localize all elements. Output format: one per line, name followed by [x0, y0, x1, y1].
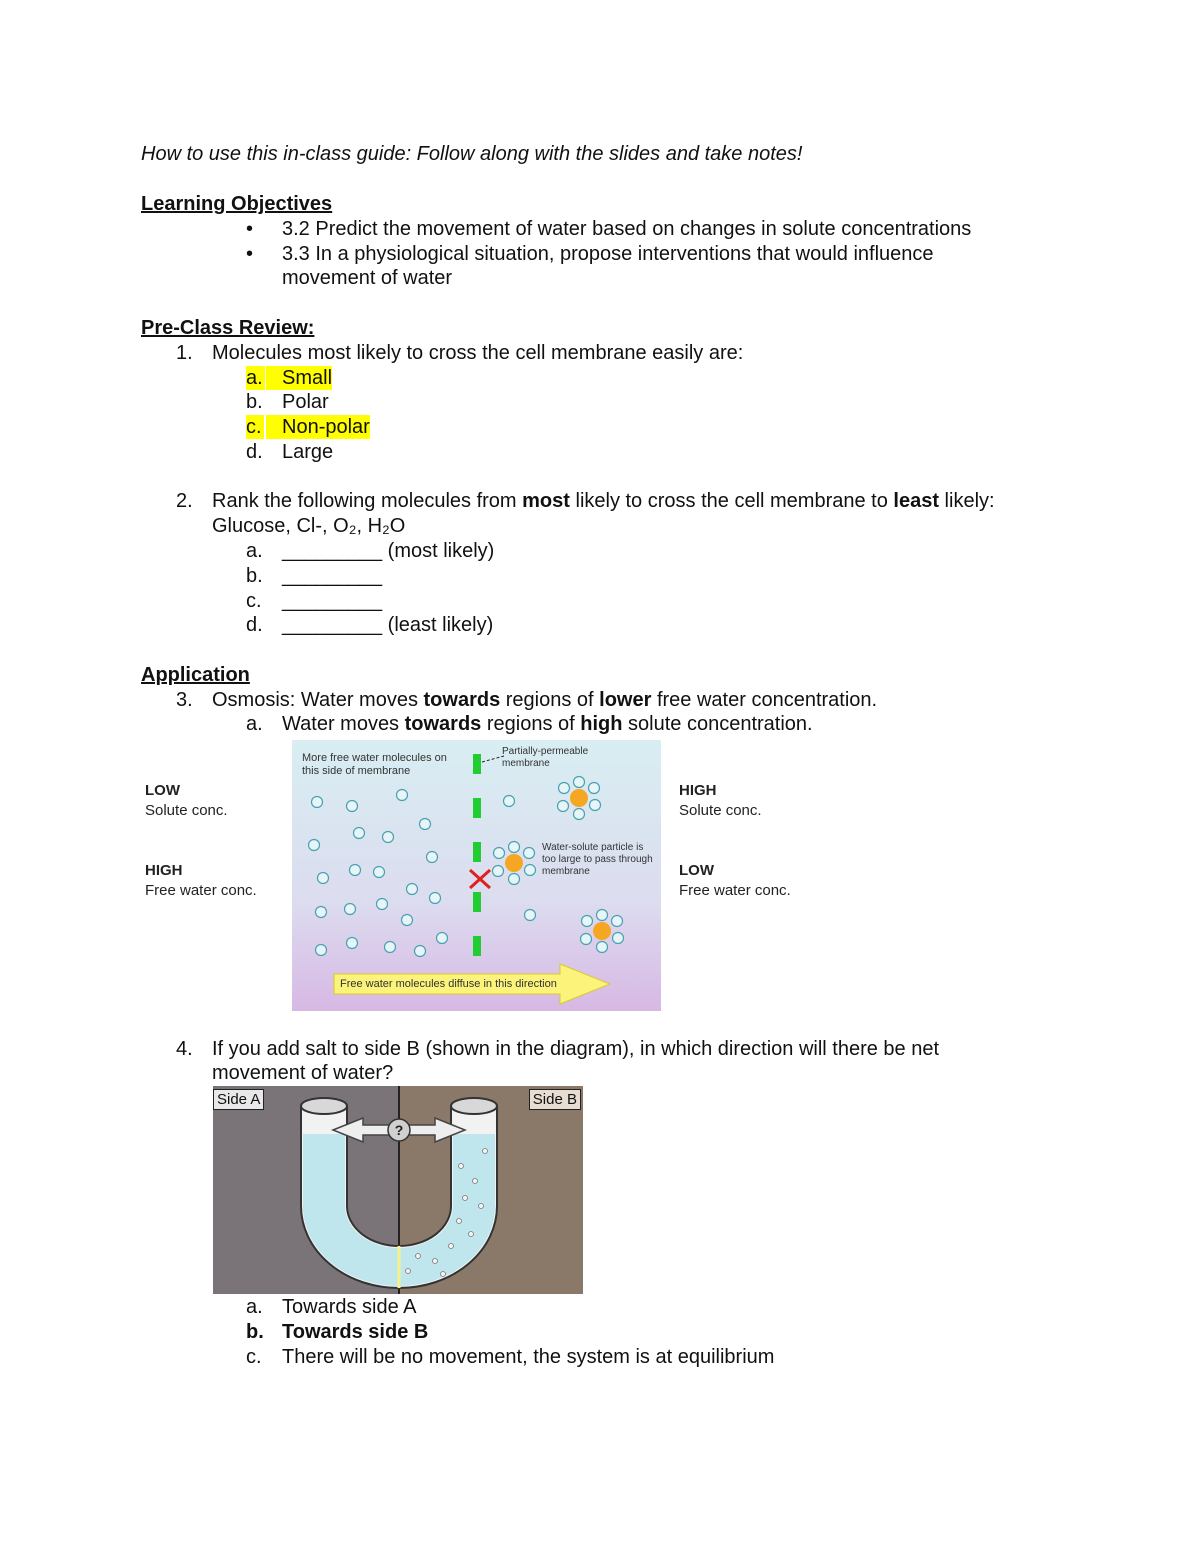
question-mark: ? [394, 1122, 404, 1138]
objectives-heading: Learning Objectives [141, 193, 333, 215]
solute-too-large-label: Water-solute particle is too large to pass through membrane [542, 842, 653, 877]
question-number: 2. [176, 490, 193, 512]
question-number: 1. [176, 342, 193, 364]
intro-text: How to use this in-class guide: Follow along with the slides and take notes! [141, 143, 803, 165]
rank-blank: _________ (least likely) [282, 614, 494, 636]
question-1-text: Molecules most likely to cross the cell membrane easily are: [212, 342, 744, 364]
review-heading: Pre-Class Review: [141, 317, 315, 339]
question-number: 4. [176, 1038, 193, 1060]
option-small: Small [266, 366, 332, 390]
option-letter: a. [246, 713, 263, 735]
fig1-left-top-label: LOW Solute conc. [145, 782, 228, 819]
option-non-polar: Non-polar [266, 415, 370, 439]
free-water-label: More free water molecules on this side of membrane [302, 752, 447, 777]
option-large: Large [282, 441, 334, 463]
objective-item-cont: movement of water [282, 267, 453, 289]
option-letter: c. [246, 416, 262, 438]
option-letter: c. [246, 590, 262, 612]
fig1-right-top-label: HIGH Solute conc. [679, 782, 762, 819]
objective-item: 3.3 In a physiological situation, propose interventions that would influence [282, 243, 934, 265]
option-letter: a. [246, 367, 263, 389]
bullet: • [246, 218, 254, 240]
side-b-label: Side B [529, 1089, 581, 1110]
fig1-left-bottom-label: HIGH Free water conc. [145, 862, 257, 899]
question-3-text: Osmosis: Water moves towards regions of lower free water concentration. [212, 689, 878, 711]
diffusion-arrow-label: Free water molecules diffuse in this direction [340, 978, 557, 990]
membrane-label: Partially-permeable membrane [502, 746, 589, 769]
option-equilibrium: There will be no movement, the system is at equilibrium [282, 1346, 775, 1368]
rank-blank: _________ [282, 565, 383, 587]
molecule-list: Glucose, Cl-, O₂, H₂O [212, 515, 406, 537]
question-4-text-cont: movement of water? [212, 1062, 394, 1084]
option-towards-b: Towards side B [282, 1321, 429, 1343]
option-letter: c. [246, 1346, 262, 1368]
tube-opening-a [301, 1098, 347, 1114]
tube-opening-b [451, 1098, 497, 1114]
u-tube-svg [213, 1086, 583, 1294]
option-letter: a. [246, 1296, 263, 1318]
option-polar: Polar [282, 391, 329, 413]
option-letter: a. [246, 540, 263, 562]
option-letter: b. [246, 1321, 264, 1343]
question-number: 3. [176, 689, 193, 711]
rank-blank: _________ [282, 590, 383, 612]
question-3a-text: Water moves towards regions of high solute concentration. [282, 713, 813, 735]
bullet: • [246, 243, 254, 265]
fig1-right-bottom-label: LOW Free water conc. [679, 862, 791, 899]
option-letter: d. [246, 614, 263, 636]
question-4-text: If you add salt to side B (shown in the diagram), in which direction will there be net [212, 1038, 940, 1060]
objective-item: 3.2 Predict the movement of water based on changes in solute concentrations [282, 218, 972, 240]
u-tube-diagram [213, 1086, 583, 1294]
rank-blank: _________ (most likely) [282, 540, 495, 562]
option-letter: d. [246, 441, 263, 463]
option-letter: b. [246, 565, 263, 587]
osmosis-diagram [292, 740, 661, 1011]
option-letter: b. [246, 391, 263, 413]
application-heading: Application [141, 664, 250, 686]
option-towards-a: Towards side A [282, 1296, 417, 1318]
question-2-text: Rank the following molecules from most likely to cross the cell membrane to least likely: [212, 490, 995, 512]
side-a-label: Side A [213, 1089, 264, 1110]
